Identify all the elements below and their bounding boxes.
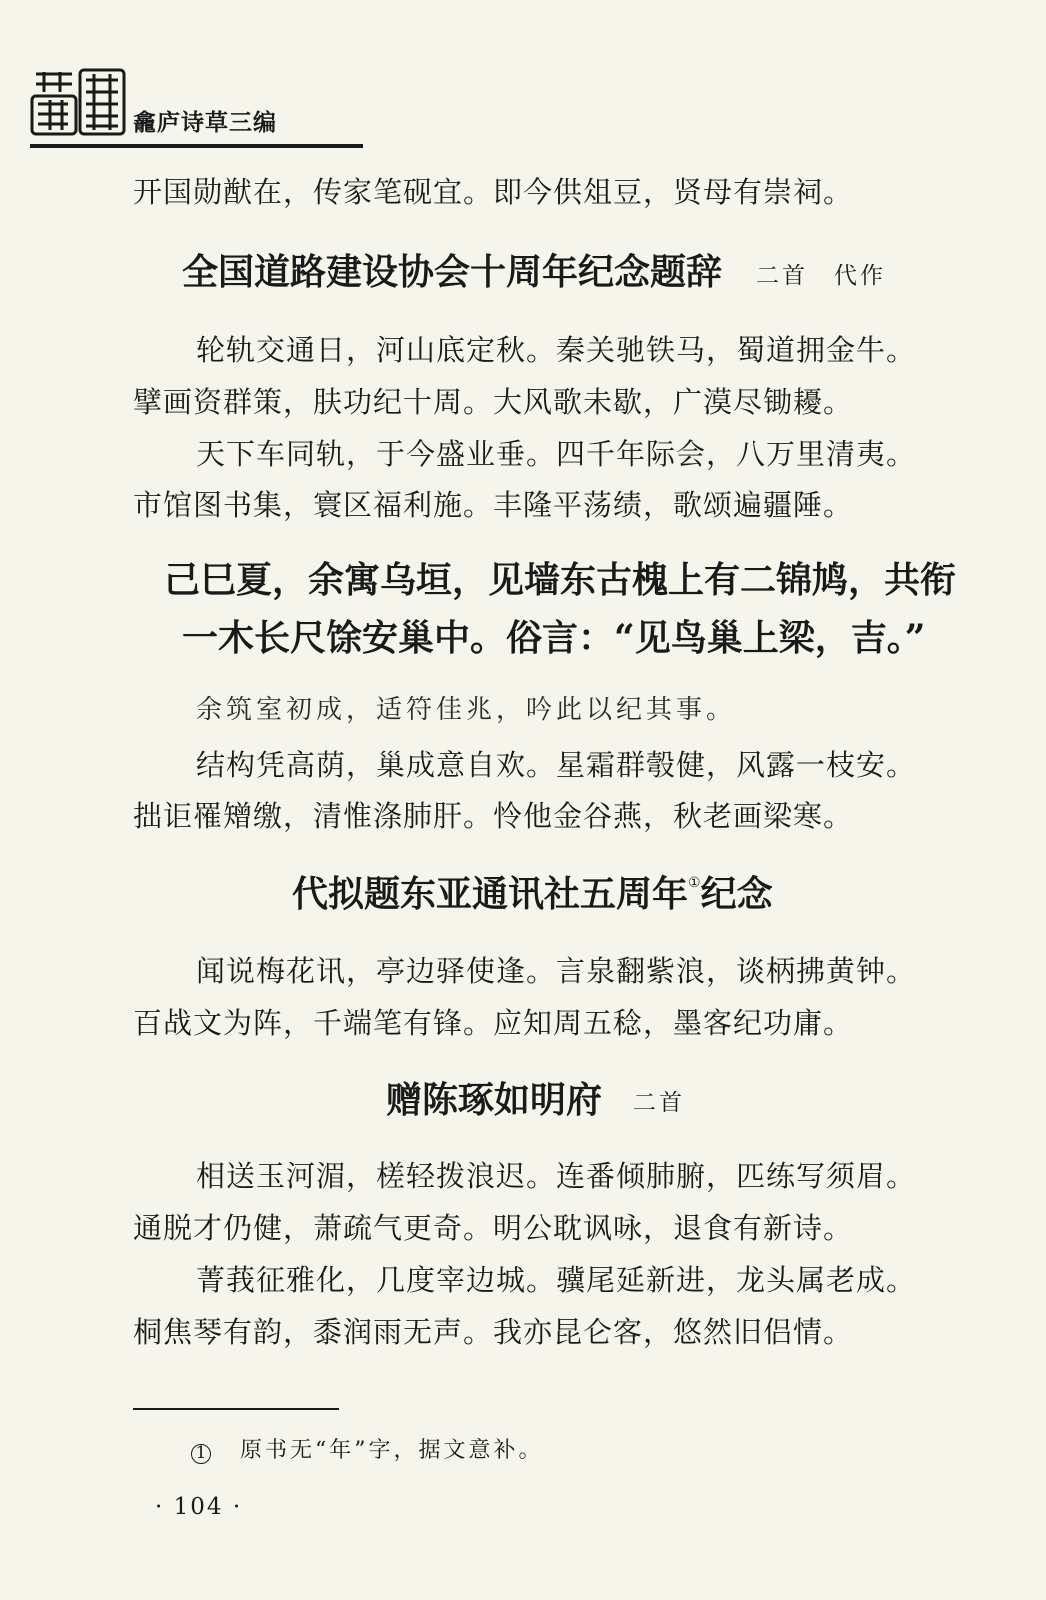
poem-title: 己巳夏，余寓乌垣，见墙东古槐上有二锦鸠，共衔 — [164, 559, 957, 601]
poem-line: 桐焦琴有韵，黍润雨无声。我亦昆仑客，悠然旧侣情。 — [133, 1315, 854, 1349]
header-rule — [30, 144, 363, 148]
footnote-text: 原书无“年”字，据文意补。 — [240, 1438, 544, 1463]
footnote-rule — [133, 1408, 339, 1410]
poem-line: 轮轨交通日，河山底定秋。秦关驰铁马，蜀道拥金牛。 — [196, 333, 917, 367]
footnote-ref: ① — [688, 875, 701, 891]
poem-line: 开国勋猷在，传家笔砚宜。即今供俎豆，贤母有崇祠。 — [133, 175, 854, 209]
page-number: · 104 · — [155, 1494, 243, 1520]
title-note: 二首 代作 — [756, 263, 886, 289]
poem-line: 结构凭高荫，巢成意自欢。星霜群彀健，风露一枝安。 — [196, 748, 917, 782]
seal-logo — [30, 68, 128, 136]
running-title: 龕庐诗草三编 — [133, 110, 277, 136]
footnote-marker: 1 — [191, 1444, 211, 1464]
poem-line: 拙讵罹矰缴，清惟涤肺肝。怜他金谷燕，秋老画梁寒。 — [133, 799, 854, 833]
poem-line: 闻说梅花讯，亭边驿使逢。言泉翻紫浪，谈柄拂黄钟。 — [196, 954, 917, 988]
poem-line: 通脱才仍健，萧疏气更奇。明公耽讽咏，退食有新诗。 — [133, 1211, 854, 1245]
poem-line: 天下车同轨，于今盛业垂。四千年际会，八万里清夷。 — [196, 437, 917, 471]
poem-title-text: 代拟题东亚通讯社五周年 — [292, 873, 689, 915]
poem-line: 菁莪征雅化，几度宰边城。骥尾延新进，龙头属老成。 — [196, 1263, 917, 1297]
poem-preface: 余筑室初成，适符佳兆，吟此以纪其事。 — [196, 695, 737, 725]
poem-line: 擘画资群策，肤功纪十周。大风歌未歇，广漠尽锄耰。 — [133, 385, 854, 419]
poem-line: 百战文为阵，千端笔有锋。应知周五稔，墨客纪功庸。 — [133, 1006, 854, 1040]
poem-line: 相送玉河湄，槎轻拨浪迟。连番倾肺腑，匹练写须眉。 — [196, 1159, 917, 1193]
poem-title-text: 纪念 — [700, 873, 773, 915]
poem-title: 全国道路建设协会十周年纪念题辞 — [182, 251, 723, 293]
poem-title — [292, 873, 773, 915]
title-note: 二首 — [633, 1090, 685, 1116]
poem-title: 赠陈琢如明府 — [386, 1079, 603, 1121]
poem-title: 一木长尺馀安巢中。俗言：“见鸟巢上梁，吉。” — [182, 617, 926, 659]
poem-line: 市馆图书集，寰区福利施。丰隆平荡绩，歌颂遍疆陲。 — [133, 488, 854, 522]
